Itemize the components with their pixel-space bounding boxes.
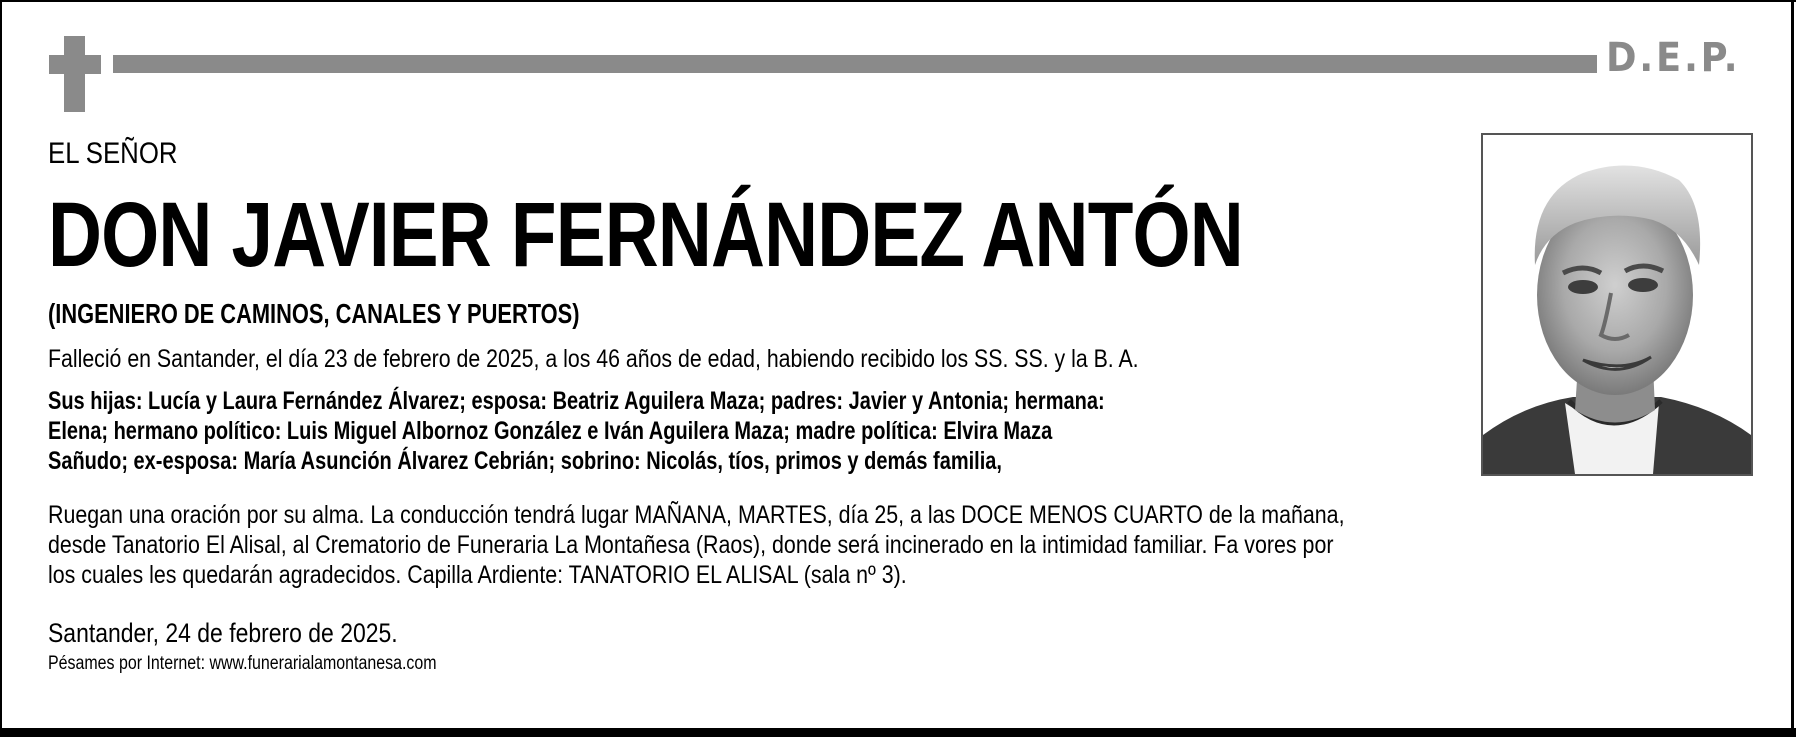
frame-border-top xyxy=(0,0,1796,2)
service-line: Ruegan una oración por su alma. La conducción tendrá lugar MAÑANA, MARTES, día 25, a las DOCE MENOS CUARTO de la mañana, xyxy=(48,501,1345,529)
service-line: desde Tanatorio El Alisal, al Crematorio de Funeraria La Montañesa (Raos), donde será incinerado en la intimidad familiar. Fa vores por xyxy=(48,531,1334,559)
portrait-image xyxy=(1483,135,1751,474)
family-line: Elena; hermano político: Luis Miguel Albornoz González e Iván Aguilera Maza; madre política: Elvira Maza xyxy=(48,417,1053,445)
header-rule xyxy=(113,55,1597,73)
dep-label: D.E.P. xyxy=(1606,35,1741,81)
cross-horizontal-bar xyxy=(49,55,101,74)
frame-border-bottom xyxy=(0,728,1796,737)
frame-border-right xyxy=(1791,0,1794,737)
family-line: Sañudo; ex-esposa: María Asunción Álvarez Cebrián; sobrino: Nicolás, tíos, primos y demás familia, xyxy=(48,447,1002,475)
profession: (INGENIERO DE CAMINOS, CANALES Y PUERTOS) xyxy=(48,298,580,329)
frame-border-left xyxy=(0,0,2,737)
cross-vertical-bar xyxy=(64,36,85,112)
condolences-link[interactable]: Pésames por Internet: www.funerarialamontanesa.com xyxy=(48,653,437,674)
cross-icon xyxy=(49,36,101,112)
deceased-name: DON JAVIER FERNÁNDEZ ANTÓN xyxy=(48,184,1243,286)
service-line: los cuales les quedarán agradecidos. Capilla Ardiente: TANATORIO EL ALISAL (sala nº 3). xyxy=(48,561,907,589)
honorific: EL SEÑOR xyxy=(48,137,178,170)
death-notice: Falleció en Santander, el día 23 de febrero de 2025, a los 46 años de edad, habiendo recibido los SS. SS. y la B. A. xyxy=(48,345,1139,373)
portrait-photo xyxy=(1481,133,1753,476)
place-date: Santander, 24 de febrero de 2025. xyxy=(48,618,398,648)
family-line: Sus hijas: Lucía y Laura Fernández Álvarez; esposa: Beatriz Aguilera Maza; padres: Javier y Antonia; hermana: xyxy=(48,387,1105,415)
